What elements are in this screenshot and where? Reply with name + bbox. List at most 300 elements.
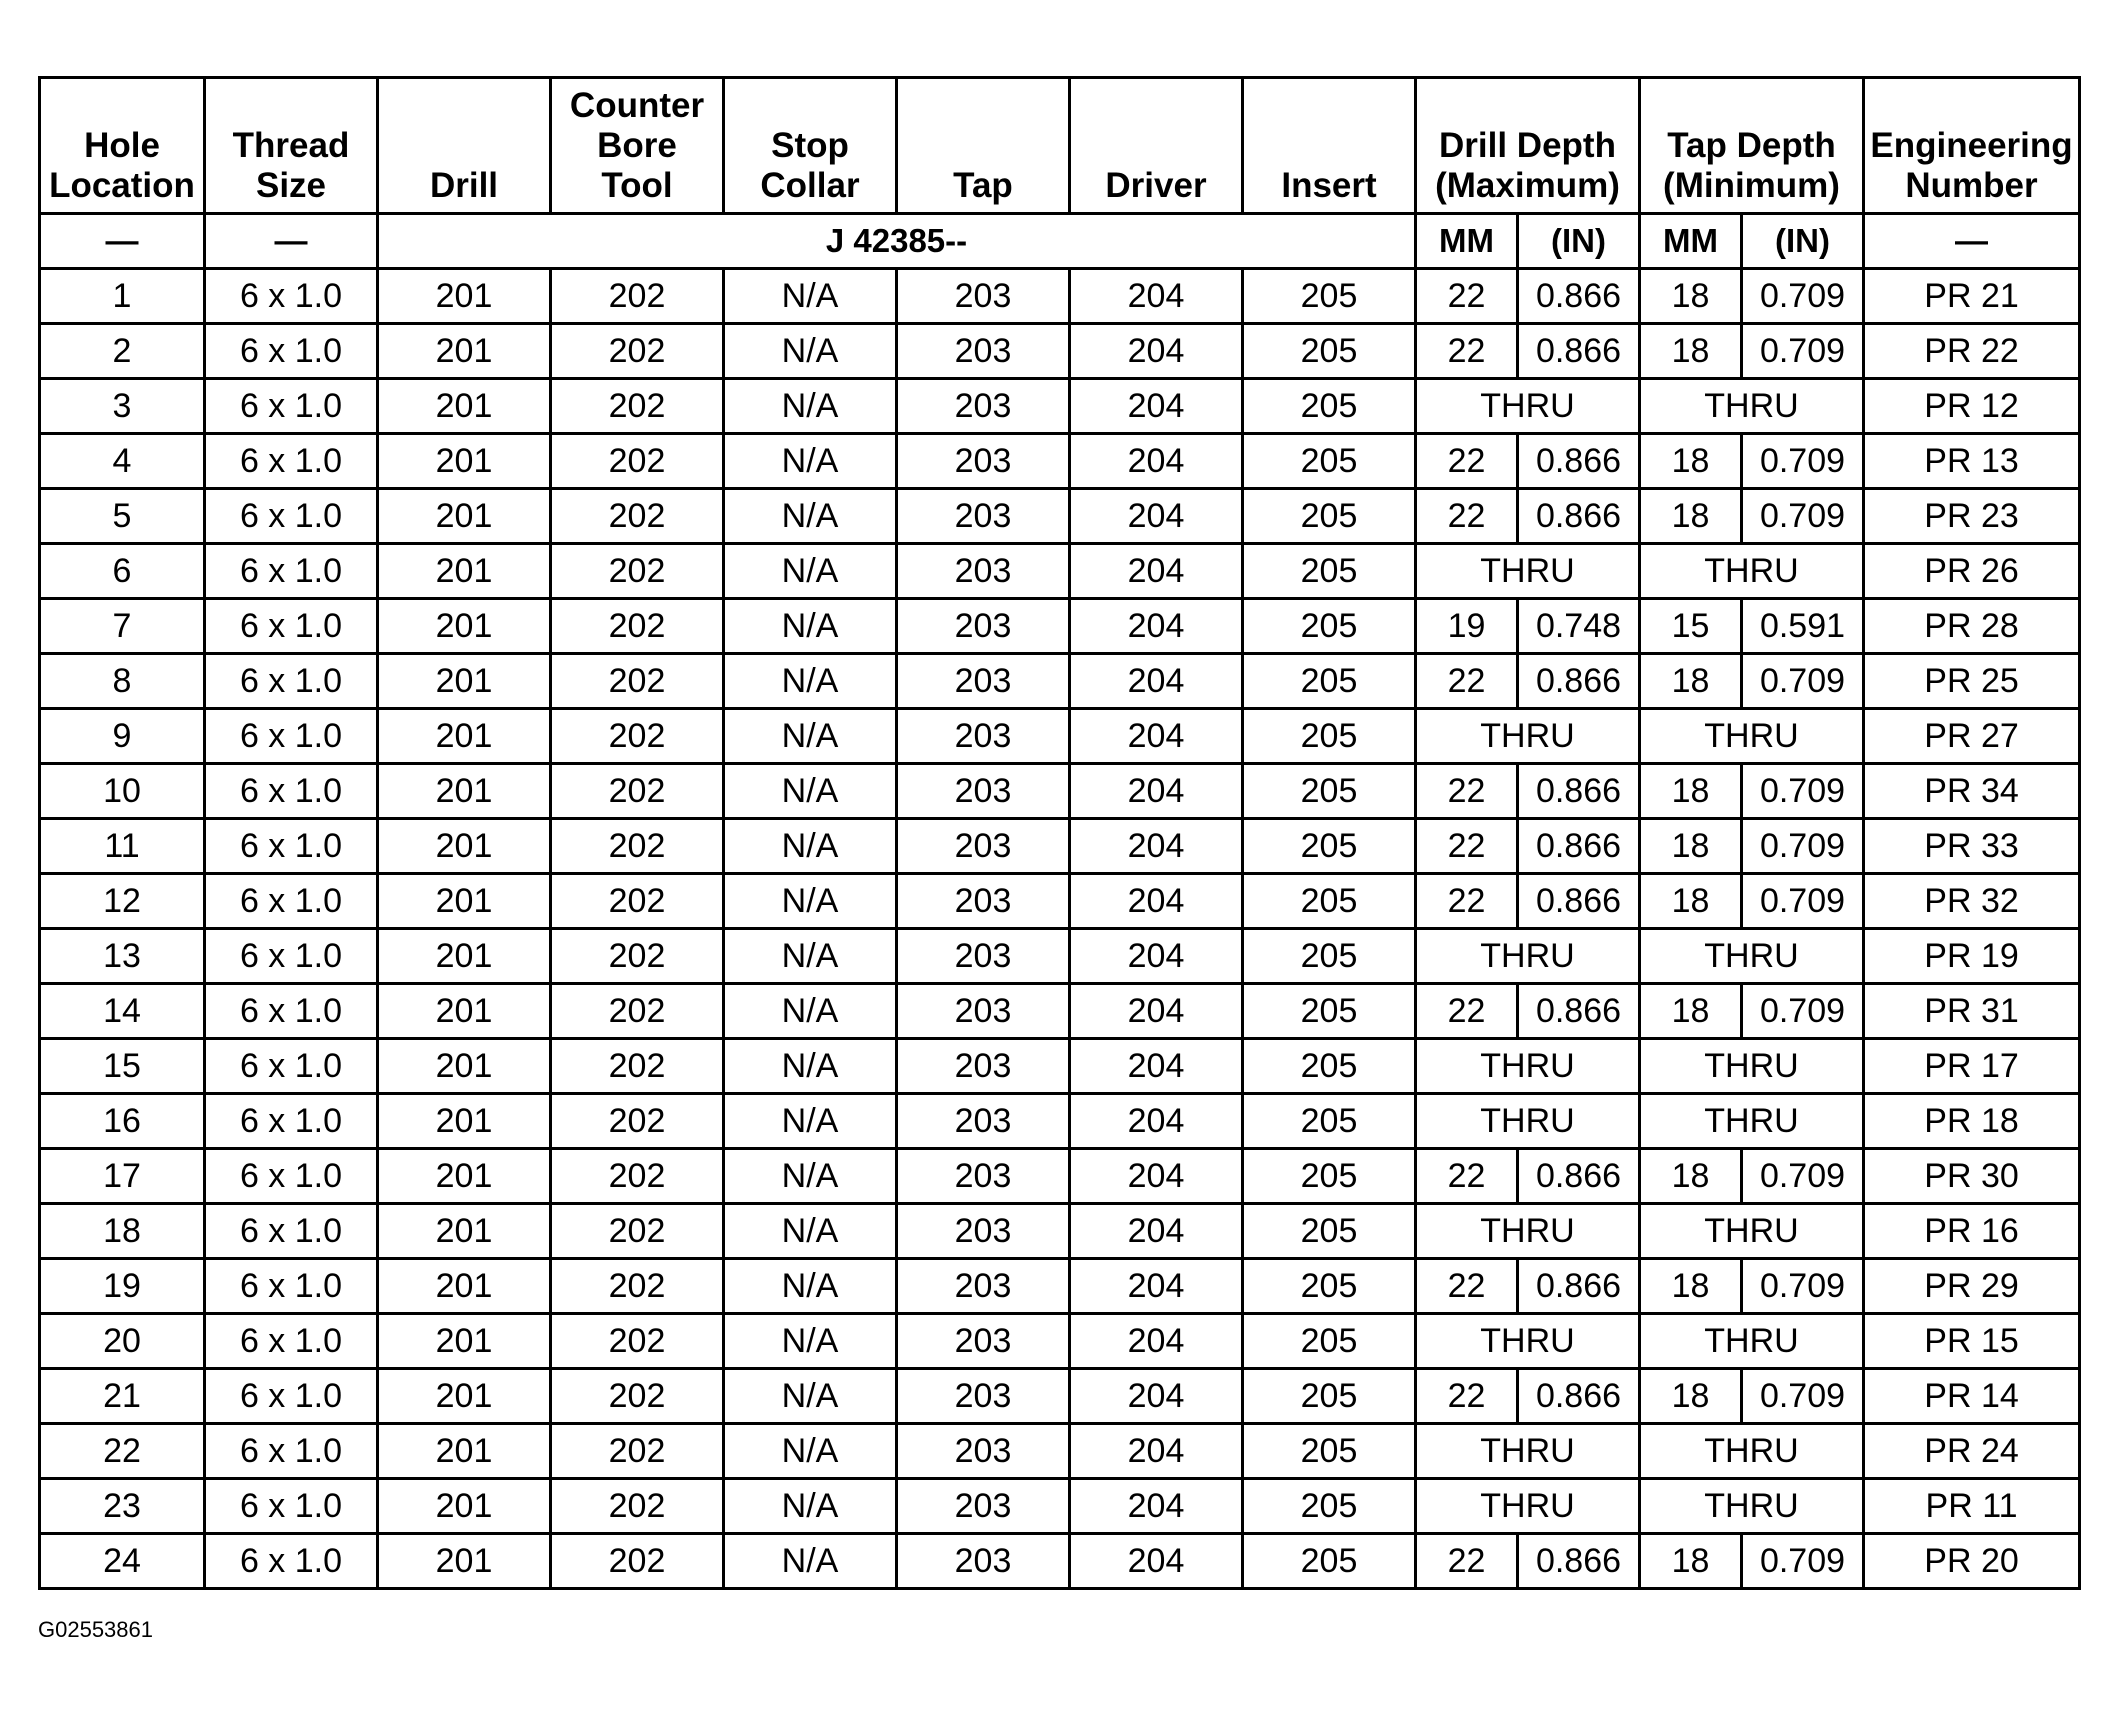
engineering-number-dash: — [1864,214,2080,269]
tap-depth-mm-cell: 18 [1640,819,1742,874]
insert-cell: 205 [1243,544,1416,599]
drill-cell: 201 [378,1259,551,1314]
thread-size-cell: 6 x 1.0 [205,1039,378,1094]
tap-cell: 203 [897,1204,1070,1259]
tap-depth-mm-cell: 18 [1640,324,1742,379]
table-row [40,324,2080,379]
hole-location-cell: 4 [40,434,205,489]
driver-cell: 204 [1070,1369,1243,1424]
counter-bore-cell: 202 [551,1039,724,1094]
tap-depth-in-cell: 0.709 [1742,984,1864,1039]
driver-cell: 204 [1070,1534,1243,1589]
hole-location-cell: 5 [40,489,205,544]
counter-bore-cell: 202 [551,709,724,764]
drill-depth-thru-cell: THRU [1416,1094,1640,1149]
tap-depth-in-cell: 0.709 [1742,654,1864,709]
tap-depth-in-cell: 0.709 [1742,1259,1864,1314]
table-row [40,709,2080,764]
insert-header [1243,78,1416,214]
drill-cell: 201 [378,1094,551,1149]
drill-depth-thru-cell: THRU [1416,544,1640,599]
drill-cell: 201 [378,1314,551,1369]
insert-cell: 205 [1243,1314,1416,1369]
tap-cell: 203 [897,379,1070,434]
header-line: Drill Depth [1439,126,1616,165]
tap-depth-mm-cell: 18 [1640,1534,1742,1589]
tap-cell: 203 [897,1424,1070,1479]
drill-depth-mm-cell: 22 [1416,654,1518,709]
drill-depth-mm-cell: 22 [1416,489,1518,544]
driver-cell: 204 [1070,489,1243,544]
tap-cell: 203 [897,819,1070,874]
tap-depth-mm-cell: 18 [1640,874,1742,929]
table-row [40,544,2080,599]
table-row [40,764,2080,819]
driver-cell: 204 [1070,984,1243,1039]
insert-cell: 205 [1243,1039,1416,1094]
hole-location-cell: 9 [40,709,205,764]
stop-collar-cell: N/A [724,434,897,489]
driver-cell: 204 [1070,654,1243,709]
counter-bore-cell: 202 [551,1259,724,1314]
table-row [40,1204,2080,1259]
engineering-number-cell: PR 33 [1864,819,2080,874]
thread-size-cell: 6 x 1.0 [205,929,378,984]
counter-bore-cell: 202 [551,1534,724,1589]
drill-cell: 201 [378,269,551,324]
table-row [40,379,2080,434]
hole-location-cell: 13 [40,929,205,984]
driver-cell: 204 [1070,1204,1243,1259]
header-line: Bore [597,126,677,165]
drill-depth-header [1416,78,1640,214]
drill-depth-in-cell: 0.866 [1518,1259,1640,1314]
drill-cell: 201 [378,1039,551,1094]
tap-cell: 203 [897,599,1070,654]
drill-depth-mm-cell: 22 [1416,819,1518,874]
tool-table [38,76,2081,1590]
drill-depth-mm-cell: 22 [1416,984,1518,1039]
engineering-number-cell: PR 32 [1864,874,2080,929]
header-line: Tap [953,166,1013,205]
header-line: Thread [232,126,350,165]
table-row [40,654,2080,709]
counter-bore-tool-header [551,78,724,214]
stop-collar-cell: N/A [724,1204,897,1259]
tap-depth-mm-cell: 15 [1640,599,1742,654]
table-row [40,819,2080,874]
drill-depth-thru-cell: THRU [1416,1039,1640,1094]
stop-collar-cell: N/A [724,489,897,544]
tap-depth-in-cell: 0.709 [1742,269,1864,324]
tap-depth-thru-cell: THRU [1640,1479,1864,1534]
stop-collar-cell: N/A [724,269,897,324]
engineering-number-header [1864,78,2080,214]
engineering-number-cell: PR 24 [1864,1424,2080,1479]
stop-collar-cell: N/A [724,1369,897,1424]
tap-depth-thru-cell: THRU [1640,544,1864,599]
header-line: Counter [569,86,705,125]
engineering-number-cell: PR 15 [1864,1314,2080,1369]
counter-bore-cell: 202 [551,1314,724,1369]
hole-location-cell: 1 [40,269,205,324]
thread-size-cell: 6 x 1.0 [205,1094,378,1149]
tap-depth-in-cell: 0.709 [1742,874,1864,929]
hole-location-cell: 16 [40,1094,205,1149]
hole-location-cell: 3 [40,379,205,434]
hole-location-cell: 8 [40,654,205,709]
tap-depth-in-cell: 0.709 [1742,819,1864,874]
table-row [40,1479,2080,1534]
stop-collar-header [724,78,897,214]
tap-depth-in-cell: 0.709 [1742,764,1864,819]
hole-location-cell: 18 [40,1204,205,1259]
tap-cell: 203 [897,324,1070,379]
drill-cell: 201 [378,599,551,654]
tap-depth-mm-unit: MM [1640,214,1742,269]
drill-depth-mm-cell: 22 [1416,1149,1518,1204]
tap-cell: 203 [897,929,1070,984]
stop-collar-cell: N/A [724,1424,897,1479]
header-line: Tool [601,166,673,205]
header-line: Size [255,166,327,205]
thread-size-cell: 6 x 1.0 [205,984,378,1039]
stop-collar-cell: N/A [724,324,897,379]
hole-location-cell: 7 [40,599,205,654]
drill-cell: 201 [378,544,551,599]
insert-cell: 205 [1243,1369,1416,1424]
tap-cell: 203 [897,434,1070,489]
stop-collar-cell: N/A [724,379,897,434]
thread-size-cell: 6 x 1.0 [205,709,378,764]
drill-cell: 201 [378,1424,551,1479]
stop-collar-cell: N/A [724,1039,897,1094]
hole-location-header [40,78,205,214]
tap-cell: 203 [897,984,1070,1039]
drill-depth-thru-cell: THRU [1416,929,1640,984]
header-line: (Maximum) [1435,166,1620,205]
hole-location-cell: 14 [40,984,205,1039]
driver-cell: 204 [1070,599,1243,654]
insert-cell: 205 [1243,269,1416,324]
stop-collar-cell: N/A [724,1259,897,1314]
engineering-number-cell: PR 27 [1864,709,2080,764]
drill-depth-in-cell: 0.866 [1518,434,1640,489]
tap-cell: 203 [897,1479,1070,1534]
driver-cell: 204 [1070,1259,1243,1314]
engineering-number-cell: PR 12 [1864,379,2080,434]
tap-depth-in-cell: 0.709 [1742,324,1864,379]
tap-depth-thru-cell: THRU [1640,929,1864,984]
insert-cell: 205 [1243,929,1416,984]
counter-bore-cell: 202 [551,1369,724,1424]
stop-collar-cell: N/A [724,874,897,929]
drill-cell: 201 [378,379,551,434]
drill-depth-thru-cell: THRU [1416,379,1640,434]
drill-depth-thru-cell: THRU [1416,709,1640,764]
engineering-number-cell: PR 11 [1864,1479,2080,1534]
stop-collar-cell: N/A [724,1479,897,1534]
insert-cell: 205 [1243,764,1416,819]
table-row [40,1039,2080,1094]
insert-cell: 205 [1243,709,1416,764]
header-line: Driver [1105,166,1207,205]
thread-size-cell: 6 x 1.0 [205,544,378,599]
tap-header [897,78,1070,214]
engineering-number-cell: PR 26 [1864,544,2080,599]
tap-depth-in-cell: 0.709 [1742,434,1864,489]
driver-cell: 204 [1070,269,1243,324]
tap-depth-in-cell: 0.709 [1742,1534,1864,1589]
drill-depth-mm-cell: 22 [1416,874,1518,929]
drill-cell: 201 [378,1149,551,1204]
thread-size-cell: 6 x 1.0 [205,1424,378,1479]
engineering-number-cell: PR 22 [1864,324,2080,379]
tap-depth-mm-cell: 18 [1640,434,1742,489]
insert-cell: 205 [1243,379,1416,434]
driver-cell: 204 [1070,1424,1243,1479]
drill-depth-in-cell: 0.866 [1518,654,1640,709]
drill-depth-in-cell: 0.866 [1518,269,1640,324]
tap-depth-header [1640,78,1864,214]
stop-collar-cell: N/A [724,544,897,599]
drill-cell: 201 [378,764,551,819]
insert-cell: 205 [1243,1094,1416,1149]
counter-bore-cell: 202 [551,379,724,434]
tap-depth-in-unit: (IN) [1742,214,1864,269]
drill-depth-mm-cell: 19 [1416,599,1518,654]
engineering-number-cell: PR 28 [1864,599,2080,654]
tap-depth-mm-cell: 18 [1640,1259,1742,1314]
tap-depth-in-cell: 0.709 [1742,489,1864,544]
hole-location-cell: 19 [40,1259,205,1314]
hole-location-cell: 17 [40,1149,205,1204]
drill-cell: 201 [378,1204,551,1259]
table-row [40,1534,2080,1589]
header-line: Stop [771,126,849,165]
table-row [40,1149,2080,1204]
stop-collar-cell: N/A [724,709,897,764]
stop-collar-cell: N/A [724,1534,897,1589]
thread-size-cell: 6 x 1.0 [205,764,378,819]
drill-cell: 201 [378,434,551,489]
driver-cell: 204 [1070,1094,1243,1149]
drill-cell: 201 [378,1369,551,1424]
header-line: Number [1905,166,2038,205]
tap-depth-thru-cell: THRU [1640,1204,1864,1259]
counter-bore-cell: 202 [551,874,724,929]
tap-depth-thru-cell: THRU [1640,709,1864,764]
driver-cell: 204 [1070,434,1243,489]
insert-cell: 205 [1243,1149,1416,1204]
table-row [40,1424,2080,1479]
tap-depth-thru-cell: THRU [1640,379,1864,434]
table-row [40,874,2080,929]
table-row [40,489,2080,544]
drill-cell: 201 [378,1534,551,1589]
counter-bore-cell: 202 [551,269,724,324]
driver-cell: 204 [1070,379,1243,434]
thread-size-cell: 6 x 1.0 [205,1479,378,1534]
drill-cell: 201 [378,819,551,874]
engineering-number-cell: PR 31 [1864,984,2080,1039]
document [38,76,2080,1590]
drill-header [378,78,551,214]
insert-cell: 205 [1243,1259,1416,1314]
counter-bore-cell: 202 [551,819,724,874]
header-line: Engineering [1870,126,2073,165]
tap-depth-thru-cell: THRU [1640,1314,1864,1369]
hole-location-cell: 15 [40,1039,205,1094]
tap-depth-mm-cell: 18 [1640,764,1742,819]
insert-cell: 205 [1243,1424,1416,1479]
stop-collar-cell: N/A [724,654,897,709]
engineering-number-cell: PR 16 [1864,1204,2080,1259]
subheader-row [40,214,2080,269]
thread-size-cell: 6 x 1.0 [205,599,378,654]
tap-depth-mm-cell: 18 [1640,269,1742,324]
counter-bore-cell: 202 [551,599,724,654]
table-row [40,929,2080,984]
thread-size-cell: 6 x 1.0 [205,1204,378,1259]
tap-depth-thru-cell: THRU [1640,1039,1864,1094]
table-row [40,434,2080,489]
driver-cell: 204 [1070,1314,1243,1369]
table-row [40,599,2080,654]
insert-cell: 205 [1243,434,1416,489]
tap-cell: 203 [897,1534,1070,1589]
figure-id: G02553861 [38,1617,153,1642]
hole-location-cell: 12 [40,874,205,929]
tap-cell: 203 [897,1259,1070,1314]
thread-size-cell: 6 x 1.0 [205,434,378,489]
drill-depth-in-cell: 0.866 [1518,874,1640,929]
thread-size-cell: 6 x 1.0 [205,819,378,874]
drill-cell: 201 [378,984,551,1039]
drill-depth-in-cell: 0.866 [1518,489,1640,544]
engineering-number-cell: PR 34 [1864,764,2080,819]
drill-depth-in-cell: 0.866 [1518,1149,1640,1204]
insert-cell: 205 [1243,324,1416,379]
thread-size-cell: 6 x 1.0 [205,489,378,544]
driver-cell: 204 [1070,324,1243,379]
drill-depth-mm-cell: 22 [1416,1369,1518,1424]
tool-prefix: J 42385-- [378,214,1416,269]
insert-cell: 205 [1243,984,1416,1039]
header-line: Insert [1281,166,1377,205]
stop-collar-cell: N/A [724,984,897,1039]
engineering-number-cell: PR 17 [1864,1039,2080,1094]
insert-cell: 205 [1243,654,1416,709]
driver-cell: 204 [1070,544,1243,599]
tap-cell: 203 [897,1149,1070,1204]
stop-collar-cell: N/A [724,764,897,819]
drill-depth-in-cell: 0.866 [1518,764,1640,819]
drill-cell: 201 [378,709,551,764]
counter-bore-cell: 202 [551,544,724,599]
engineering-number-cell: PR 13 [1864,434,2080,489]
thread-size-cell: 6 x 1.0 [205,1534,378,1589]
header-line: (Minimum) [1663,166,1840,205]
table-row [40,1094,2080,1149]
header-line: Location [49,166,195,205]
stop-collar-cell: N/A [724,599,897,654]
tap-depth-mm-cell: 18 [1640,1149,1742,1204]
driver-cell: 204 [1070,929,1243,984]
counter-bore-cell: 202 [551,1149,724,1204]
insert-cell: 205 [1243,1204,1416,1259]
insert-cell: 205 [1243,874,1416,929]
tap-cell: 203 [897,709,1070,764]
engineering-number-cell: PR 23 [1864,489,2080,544]
stop-collar-cell: N/A [724,1314,897,1369]
hole-location-cell: 2 [40,324,205,379]
thread-size-cell: 6 x 1.0 [205,1369,378,1424]
driver-cell: 204 [1070,1479,1243,1534]
drill-depth-thru-cell: THRU [1416,1479,1640,1534]
driver-cell: 204 [1070,1039,1243,1094]
counter-bore-cell: 202 [551,764,724,819]
table-row [40,1259,2080,1314]
thread-size-cell: 6 x 1.0 [205,1314,378,1369]
tap-cell: 203 [897,544,1070,599]
hole-location-cell: 22 [40,1424,205,1479]
tap-cell: 203 [897,764,1070,819]
engineering-number-cell: PR 30 [1864,1149,2080,1204]
drill-depth-thru-cell: THRU [1416,1314,1640,1369]
counter-bore-cell: 202 [551,929,724,984]
tap-cell: 203 [897,654,1070,709]
counter-bore-cell: 202 [551,984,724,1039]
driver-cell: 204 [1070,1149,1243,1204]
tap-cell: 203 [897,1094,1070,1149]
thread-size-dash: — [205,214,378,269]
driver-cell: 204 [1070,709,1243,764]
engineering-number-cell: PR 14 [1864,1369,2080,1424]
tap-depth-mm-cell: 18 [1640,489,1742,544]
tap-cell: 203 [897,269,1070,324]
drill-depth-in-unit: (IN) [1518,214,1640,269]
engineering-number-cell: PR 21 [1864,269,2080,324]
drill-depth-in-cell: 0.748 [1518,599,1640,654]
counter-bore-cell: 202 [551,1094,724,1149]
thread-size-cell: 6 x 1.0 [205,324,378,379]
stop-collar-cell: N/A [724,1094,897,1149]
engineering-number-cell: PR 25 [1864,654,2080,709]
tap-depth-in-cell: 0.709 [1742,1369,1864,1424]
drill-cell: 201 [378,324,551,379]
header-line: Drill [429,166,499,205]
stop-collar-cell: N/A [724,929,897,984]
header-row [40,78,2080,214]
hole-location-cell: 21 [40,1369,205,1424]
tap-depth-mm-cell: 18 [1640,984,1742,1039]
hole-location-cell: 20 [40,1314,205,1369]
hole-location-cell: 24 [40,1534,205,1589]
table-row [40,269,2080,324]
thread-size-cell: 6 x 1.0 [205,269,378,324]
thread-size-header [205,78,378,214]
tap-cell: 203 [897,874,1070,929]
table-row [40,984,2080,1039]
header-line: Hole [84,126,160,165]
thread-size-cell: 6 x 1.0 [205,654,378,709]
table-row [40,1369,2080,1424]
drill-depth-in-cell: 0.866 [1518,1369,1640,1424]
drill-depth-mm-cell: 22 [1416,1534,1518,1589]
counter-bore-cell: 202 [551,324,724,379]
tap-depth-in-cell: 0.591 [1742,599,1864,654]
